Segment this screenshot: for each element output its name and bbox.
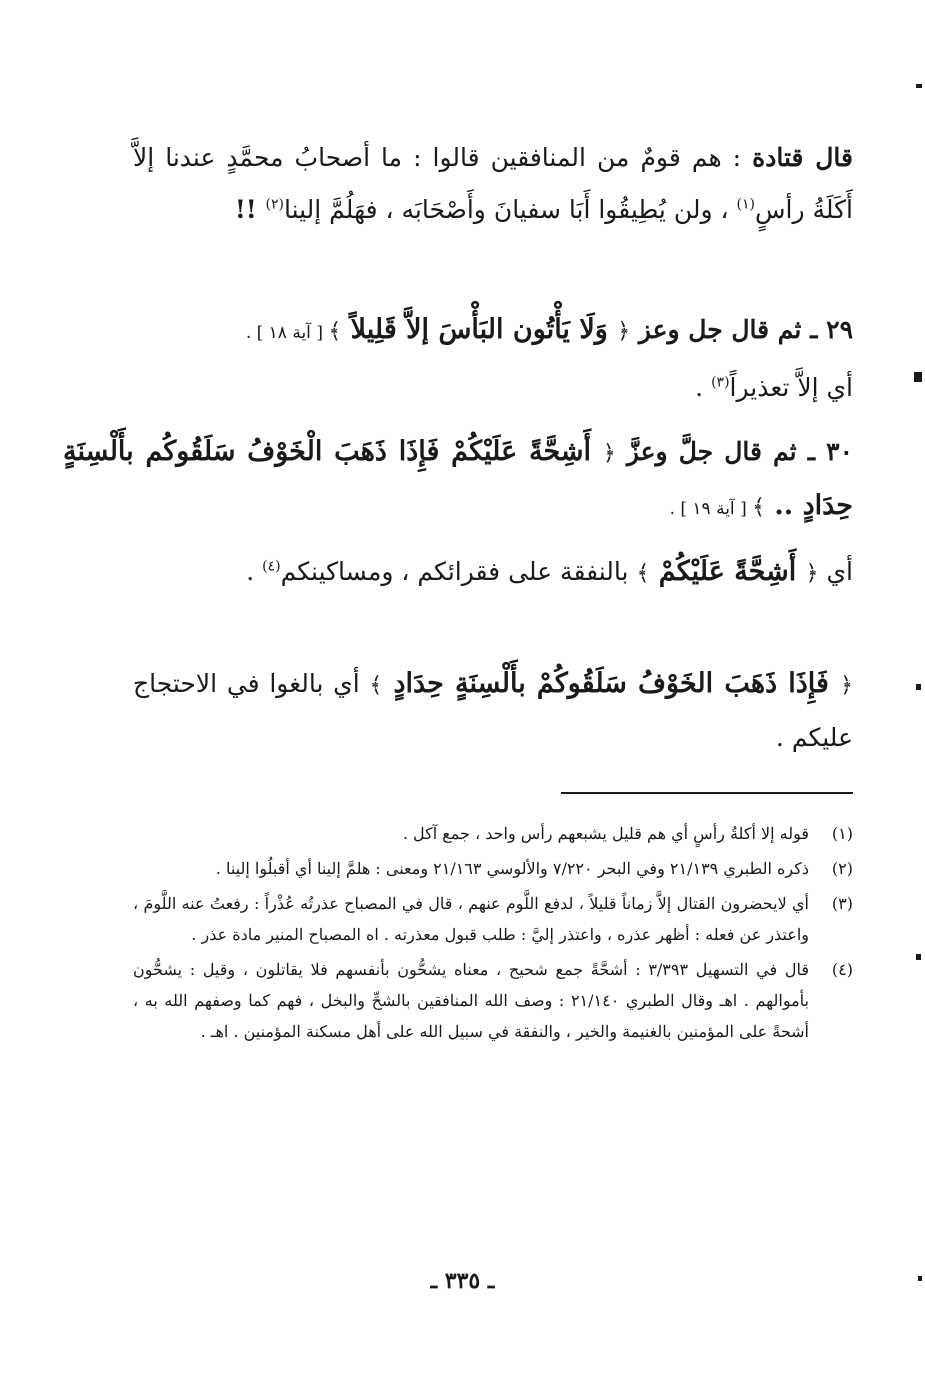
page-number: ـ ٣٣٥ ـ [430,1268,495,1294]
verse-open-bracket: ﴿ [805,561,819,586]
footnote-marker[interactable]: (٢) [265,196,284,213]
verse-close-bracket: ﴾ [328,319,342,344]
speaker-name: قال قتادة [752,143,853,172]
quran-verse: أَشِحَّةً عَلَيْكُمْ فَإِذَا ذَهَبَ الْخَوْفُ سَلَقُوكُم بأَلْسِنَةٍ حِدَادٍ .. [63,436,853,521]
paragraph-text: أي إلاَّ تعذيراً [729,373,853,402]
item-29 [63,304,853,359]
paragraph-text: ، ولن يُطِيقُوا أَبَا سفيانَ وأَصْحَابَه ، فهَلُمَّ إلينا [283,195,737,224]
margin-mark [916,84,922,88]
item-30 [63,426,853,535]
paragraph-text: : هم قومٌ من المنافقين قالوا : ما أصحابُ محمَّدٍ عندنا إلاَّ أَكَلَةُ رأسٍ [133,143,853,224]
footnote-number: (١) [831,824,853,843]
margin-mark [914,372,922,382]
item-intro: ثم قال جلَّ وعزَّ [615,437,808,466]
verse-close-bracket: ﴾ [369,673,383,698]
footnote-text: قوله إلا أكلةُ رأسٍ أي هم قليل يشبعهم رأس واحد ، جمع آكل . [402,824,809,843]
ayah-reference: [ آية ١٨ ] . [245,323,329,343]
quran-verse: وَلَا يَأْتُون البَأْسَ إلاَّ قَلِيلاً [341,314,618,345]
paragraph-text: بالنفقة على فقرائكم ، ومساكينكم [280,557,637,586]
paragraph-explanation-30a [133,546,853,600]
footnote-number: (٣) [831,894,853,913]
ayah-reference: [ آية ١٩ ] . [669,499,753,519]
verse-open-bracket: ﴿ [617,319,631,344]
paragraph-explanation-30b [133,658,853,764]
item-number: ٢٩ ـ [810,315,853,344]
footnote-separator [561,792,853,794]
item-number: ٣٠ ـ [807,437,853,466]
paragraph-text: !! [234,195,266,224]
footnote-text: قال في التسهيل ٣/٣٩٣ : أشحَّةً جمع شحيح ، معناه يشحُّون بأنفسهم فلا يقاتلون ، وقيل : يشحُّون بأموالهم . اهـ وقال الطبري ٢١/١٤٠ : وصف الله المنافقين بالشحِّ والبخل ، فهم كما وصفهم الله به ، أشحةً على المؤمنين بالغنيمة والخير ، والنفقة في سبيل الله على أهل مسكنة المؤمنين . اهـ . [133,960,810,1041]
footnote-number: (٢) [831,859,853,878]
paragraph-text: أي [818,557,853,586]
paragraph-qatada [133,132,853,236]
footnote-marker[interactable]: (٣) [711,374,730,391]
paragraph-text: أي بالغوا في الاحتجاج عليكم . [133,669,853,752]
footnote-text: أي لايحضرون القتال إلاَّ زماناً قليلاً ، لدفع اللَّوم عنهم ، قال في المصباح عذرتُه عُذْراً : رفعتُ عنه اللَّومَ ، واعتذر عن فعله : أظهر عذره ، واعتذر إليَّ : طلب قبول معذرته . اه المصباح المنير مادة عذر . [133,894,809,944]
paragraph-text: . [246,557,263,586]
footnote [133,954,853,1047]
footnote-marker[interactable]: (١) [736,196,755,213]
footnote [133,888,853,950]
footnote [133,818,853,849]
item-intro: ثم قال جل وعز [630,315,811,344]
footnote-number: (٤) [831,960,853,979]
footnote-text: ذكره الطبري ٢١/١٣٩ وفي البحر ٧/٢٢٠ والألوسي ٢١/١٦٣ ومعنى : هلمَّ إلينا أي أقبلُوا إلينا . [215,859,809,878]
verse-close-bracket: ﴾ [752,495,765,520]
verse-open-bracket: ﴿ [602,441,616,466]
verse-open-bracket: ﴿ [840,673,853,698]
paragraph-text: . [695,373,712,402]
footnote [133,853,853,884]
paragraph-explanation-29 [133,362,853,414]
quran-verse: فَإِذَا ذَهَبَ الخَوْفُ سَلَقُوكُمْ بأَلْسِنَةٍ حِدَادٍ [382,668,841,699]
footnote-marker[interactable]: (٤) [262,558,281,575]
quran-verse: أَشِحَّةً عَلَيْكُمْ [649,556,806,587]
verse-close-bracket: ﴾ [636,561,650,586]
margin-mark [916,684,921,690]
footnotes [133,818,853,1051]
margin-mark [916,954,921,960]
